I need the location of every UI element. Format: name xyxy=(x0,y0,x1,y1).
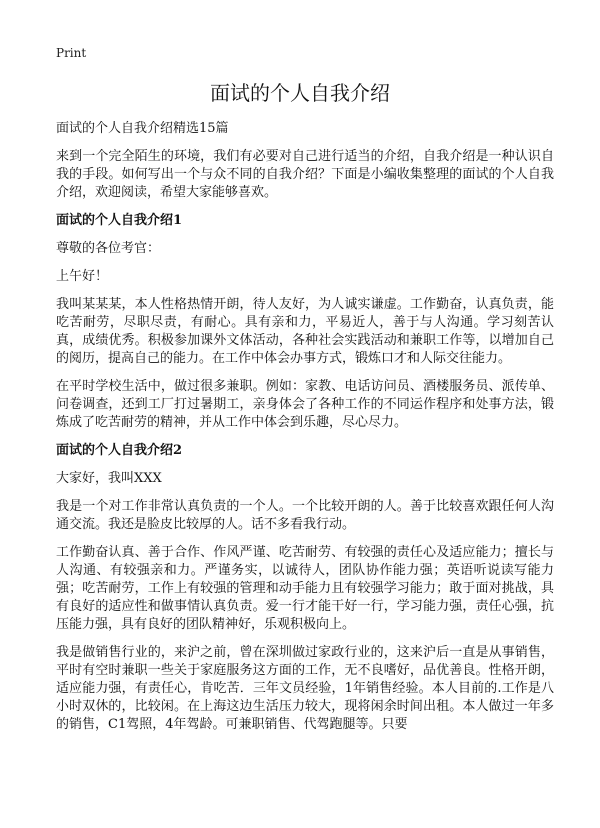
section2-paragraph-3: 我是做销售行业的，来沪之前，曾在深圳做过家政行业的，这来沪后一直是从事销售，平时有空时兼职一些关于家庭服务这方面的工作，无不良嗜好，品优善良。性格开朗，适应能力强，有责任心，肯吃苦．三年文员经验，1年销售经验。本人目前的.工作是八小时双休的，比较闲。在上海这边生活压力较大，现将闲余时间出租。本人做过一年多的销售，C1驾照，4年驾龄。可兼职销售、代驾跑腿等。只要 xyxy=(56,645,554,732)
section2-heading: 面试的个人自我介绍2 xyxy=(56,443,183,458)
section1-paragraph-2: 在平时学校生活中，做过很多兼职。例如：家教、电话访问员、酒楼服务员、派传单、问卷调查，还到工厂打过暑期工，亲身体会了各种工作的不同运作程序和处事方法，锻炼成了吃苦耐劳的精神，并从工作中体会到乐趣，尽心尽力。 xyxy=(56,379,554,430)
page-title: 面试的个人自我介绍 xyxy=(210,81,390,105)
section2-paragraph-2: 工作勤奋认真、善于合作、作风严谨、吃苦耐劳、有较强的责任心及适应能力；擅长与人沟通、有较强亲和力。严谨务实，以诚待人，团队协作能力强；英语听说读写能力强；吃苦耐劳，工作上有较强的管理和动手能力且有较强学习能力；敢于面对挑战，具有良好的适应性和做事情认真负责。爱一行才能干好一行，学习能力强，责任心强，抗压能力强，具有良好的团队精神好，乐观积极向上。 xyxy=(56,545,554,632)
section1-greeting: 尊敬的各位考官： xyxy=(56,241,161,256)
section1-paragraph-1: 我叫某某某，本人性格热情开朗，待人友好，为人诚实谦虚。工作勤奋，认真负责，能吃苦耐劳，尽职尽责，有耐心。具有亲和力，平易近人，善于与人沟通。学习刻苦认真，成绩优秀。积极参加课外文体活动，各种社会实践活动和兼职工作等，以增加自己的阅历，提高自己的能力。在工作中体会办事方式，锻炼口才和人际交往能力。 xyxy=(56,297,554,366)
section2-paragraph-1: 我是一个对工作非常认真负责的一个人。一个比较开朗的人。善于比较喜欢跟任何人沟通交流。我还是脸皮比较厚的人。话不多看我行动。 xyxy=(56,499,554,532)
print-label[interactable]: Print xyxy=(56,46,87,60)
section1-heading: 面试的个人自我介绍1 xyxy=(56,213,183,228)
section1-morning: 上午好！ xyxy=(56,269,109,284)
section2-greeting: 大家好，我叫XXX xyxy=(56,471,162,486)
intro-paragraph: 来到一个完全陌生的环境，我们有必要对自己进行适当的介绍，自我介绍是一种认识自我的手段。如何写出一个与众不同的自我介绍？下面是小编收集整理的面试的个人自我介绍，欢迎阅读，希望大家能够喜欢。 xyxy=(56,149,554,200)
document-body xyxy=(56,120,554,744)
subtitle: 面试的个人自我介绍精选15篇 xyxy=(56,121,229,136)
